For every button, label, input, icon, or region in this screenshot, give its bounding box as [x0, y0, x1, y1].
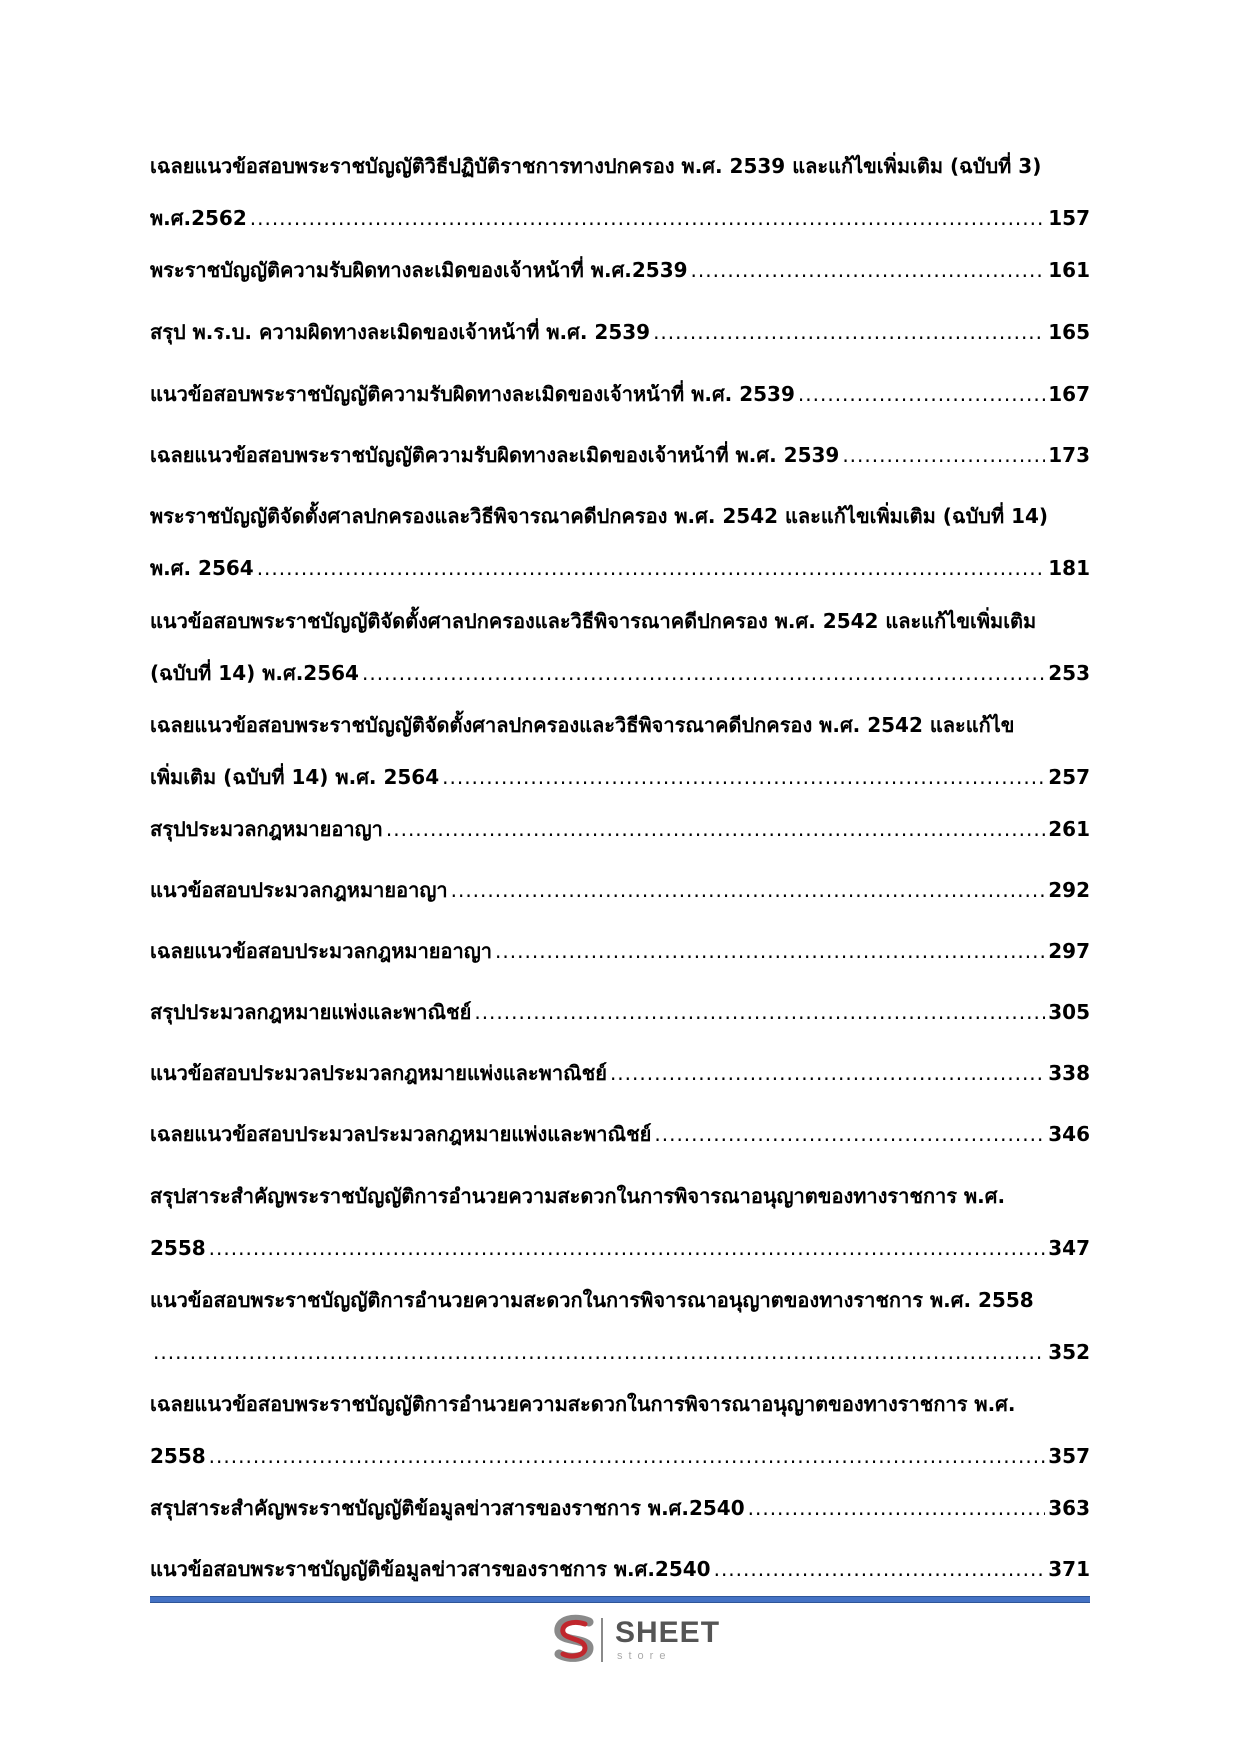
toc-entry[interactable] — [150, 803, 1090, 855]
toc-entry[interactable] — [150, 306, 1090, 358]
toc-entry[interactable] — [150, 1108, 1090, 1160]
toc-page-number: 346 — [1048, 1122, 1090, 1146]
dot-leader — [209, 1222, 1046, 1274]
dot-leader — [842, 429, 1045, 481]
dot-leader — [654, 1108, 1045, 1160]
toc-entry[interactable] — [150, 1274, 1090, 1378]
dot-leader — [474, 986, 1045, 1038]
logo-subtext: store — [617, 1650, 672, 1662]
toc-page-number: 297 — [1048, 939, 1090, 963]
toc-entry[interactable] — [150, 140, 1090, 244]
toc-entry-title: 2558 — [150, 1236, 206, 1260]
toc-entry-title: แนวข้อสอบประมวลกฎหมายอาญา — [150, 878, 448, 902]
toc-page-number: 161 — [1048, 258, 1090, 282]
toc-entry[interactable] — [150, 925, 1090, 977]
toc-entry[interactable] — [150, 490, 1090, 594]
toc-page-number: 167 — [1048, 382, 1090, 406]
toc-entry-title: แนวข้อสอบพระราชบัญญัติข้อมูลข่าวสารของราชการ พ.ศ.2540 — [150, 1557, 711, 1581]
toc-entry-title: เฉลยแนวข้อสอบประมวลกฎหมายอาญา — [150, 939, 493, 963]
toc-entry-title: พระราชบัญญัติจัดตั้งศาลปกครองและวิธีพิจารณาคดีปกครอง พ.ศ. 2542 และแก้ไขเพิ่มเติม (ฉบับที่ 14) — [150, 504, 1049, 528]
toc-entry-title: พ.ศ.2562 — [150, 206, 247, 230]
logo-wordmark: SHEET — [615, 1616, 721, 1649]
toc-page-number: 371 — [1048, 1557, 1090, 1581]
toc-entry[interactable] — [150, 1170, 1090, 1274]
toc-page-number: 181 — [1048, 556, 1090, 580]
footer-divider — [150, 1596, 1090, 1603]
toc-entry-title: สรุป พ.ร.บ. ความผิดทางละเมิดของเจ้าหน้าที่ พ.ศ. 2539 — [150, 320, 651, 344]
toc-page-number: 253 — [1048, 661, 1090, 685]
dot-leader — [451, 864, 1046, 916]
dot-leader — [386, 803, 1045, 855]
toc-entry-title: เพิ่มเติม (ฉบับที่ 14) พ.ศ. 2564 — [150, 765, 440, 789]
toc-entry[interactable] — [150, 595, 1090, 699]
dot-leader — [362, 647, 1045, 699]
toc-entry[interactable] — [150, 864, 1090, 916]
dot-leader — [610, 1047, 1045, 1099]
dot-leader — [691, 244, 1046, 296]
toc-entry-title: เฉลยแนวข้อสอบพระราชบัญญัติจัดตั้งศาลปกครองและวิธีพิจารณาคดีปกครอง พ.ศ. 2542 และแก้ไข — [150, 713, 1015, 737]
toc-entry-title: สรุปสาระสำคัญพระราชบัญญัติข้อมูลข่าวสารของราชการ พ.ศ.2540 — [150, 1496, 745, 1520]
toc-entry-title: แนวข้อสอบพระราชบัญญัติจัดตั้งศาลปกครองและวิธีพิจารณาคดีปกครอง พ.ศ. 2542 และแก้ไขเพิ่มเติม — [150, 609, 1037, 633]
toc-entry-title: แนวข้อสอบพระราชบัญญัติความรับผิดทางละเมิดของเจ้าหน้าที่ พ.ศ. 2539 — [150, 382, 795, 406]
toc-entry[interactable] — [150, 244, 1090, 296]
toc-page-number: 257 — [1048, 765, 1090, 789]
dot-leader — [714, 1543, 1046, 1595]
toc-page-number: 347 — [1048, 1236, 1090, 1260]
toc-entry-title: พระราชบัญญัติความรับผิดทางละเมิดของเจ้าหน้าที่ พ.ศ.2539 — [150, 258, 688, 282]
toc-entry[interactable] — [150, 368, 1090, 420]
toc-entry[interactable] — [150, 699, 1090, 803]
toc-entry-title: สรุปสาระสำคัญพระราชบัญญัติการอำนวยความสะดวกในการพิจารณาอนุญาตของทางราชการ พ.ศ. — [150, 1184, 1006, 1208]
toc-entry-title: 2558 — [150, 1444, 206, 1468]
dot-leader — [442, 751, 1045, 803]
toc-entry-title: พ.ศ. 2564 — [150, 556, 254, 580]
toc-page-number: 292 — [1048, 878, 1090, 902]
toc-page-number: 357 — [1048, 1444, 1090, 1468]
toc-entry[interactable] — [150, 429, 1090, 481]
toc-entry[interactable] — [150, 1543, 1090, 1595]
toc-entry[interactable] — [150, 1378, 1090, 1482]
dot-leader — [653, 306, 1045, 358]
dot-leader — [209, 1430, 1046, 1482]
toc-page-number: 363 — [1048, 1496, 1090, 1520]
toc-page-number: 165 — [1048, 320, 1090, 344]
toc-page-number: 305 — [1048, 1000, 1090, 1024]
toc-entry[interactable] — [150, 1047, 1090, 1099]
toc-entry-title: แนวข้อสอบพระราชบัญญัติการอำนวยความสะดวกในการพิจารณาอนุญาตของทางราชการ พ.ศ. 2558 — [150, 1288, 1034, 1312]
toc-entry-title: สรุปประมวลกฎหมายอาญา — [150, 817, 383, 841]
sheet-store-s-icon — [545, 1612, 609, 1668]
dot-leader — [250, 192, 1046, 244]
toc-page-number: 338 — [1048, 1061, 1090, 1085]
toc-entry-title: เฉลยแนวข้อสอบพระราชบัญญัติความรับผิดทางละเมิดของเจ้าหน้าที่ พ.ศ. 2539 — [150, 443, 840, 467]
dot-leader — [153, 1326, 1045, 1378]
dot-leader — [495, 925, 1045, 977]
toc-entry-title: เฉลยแนวข้อสอบพระราชบัญญัติวิธีปฏิบัติราชการทางปกครอง พ.ศ. 2539 และแก้ไขเพิ่มเติม (ฉบับที่ 3) — [150, 154, 1042, 178]
toc-entry-title: (ฉบับที่ 14) พ.ศ.2564 — [150, 661, 359, 685]
toc-entry-title: เฉลยแนวข้อสอบพระราชบัญญัติการอำนวยความสะดวกในการพิจารณาอนุญาตของทางราชการ พ.ศ. — [150, 1392, 1016, 1416]
dot-leader — [257, 542, 1046, 594]
toc-entry-title: สรุปประมวลกฎหมายแพ่งและพาณิชย์ — [150, 1000, 472, 1024]
dot-leader — [748, 1482, 1046, 1534]
toc-entry-title: เฉลยแนวข้อสอบประมวลประมวลกฎหมายแพ่งและพาณิชย์ — [150, 1122, 652, 1146]
toc-entry-title: แนวข้อสอบประมวลประมวลกฎหมายแพ่งและพาณิชย์ — [150, 1061, 607, 1085]
dot-leader — [798, 368, 1045, 420]
toc-entry[interactable] — [150, 986, 1090, 1038]
toc-entry[interactable] — [150, 1482, 1090, 1534]
toc-page-number: 173 — [1048, 443, 1090, 467]
toc-page-number: 352 — [1048, 1340, 1090, 1364]
toc-page-number: 157 — [1048, 206, 1090, 230]
sheet-store-logo — [545, 1612, 725, 1670]
toc-page-number: 261 — [1048, 817, 1090, 841]
